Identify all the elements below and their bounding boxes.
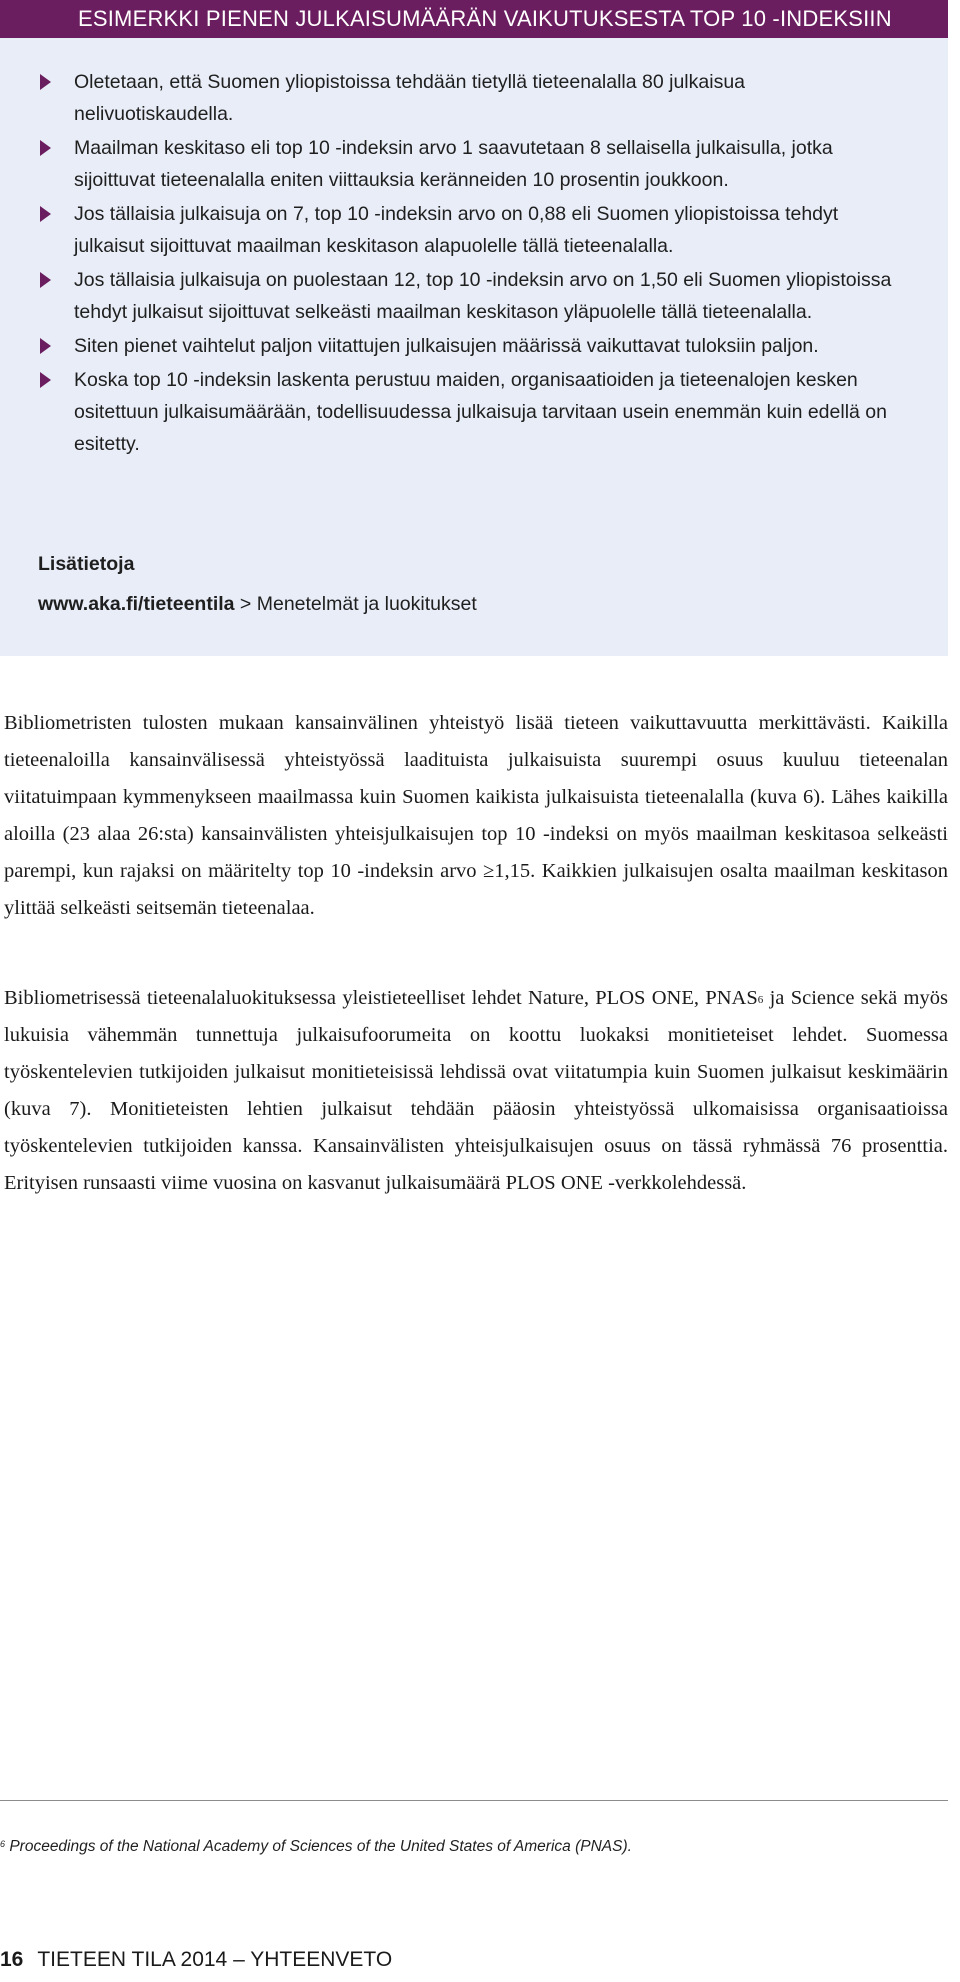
info-box-title: ESIMERKKI PIENEN JULKAISUMÄÄRÄN VAIKUTUKSESTA TOP 10 -INDEKSIIN (0, 0, 948, 38)
bullet-item (0, 198, 948, 262)
triangle-bullet-icon (40, 140, 51, 156)
bullet-text: Oletetaan, että Suomen yliopistoissa tehdään tietyllä tieteenalalla 80 julkaisua nelivuotiskaudella. (74, 71, 746, 125)
footnote-text: Proceedings of the National Academy of Sciences of the United States of America (PNAS). (5, 1838, 632, 1855)
bullet-text: Siten pienet vaihtelut paljon viitattujen julkaisujen määrissä vaikuttavat tuloksiin paljon. (74, 335, 819, 357)
bullet-text: Maailman keskitaso eli top 10 -indeksin arvo 1 saavutetaan 8 sellaisella julkaisulla, jotka sijoittuvat tieteenalalla eniten viittauksia keränneiden 10 prosentin joukkoon. (74, 137, 833, 191)
bullet-item (0, 364, 948, 460)
triangle-bullet-icon (40, 272, 51, 288)
bullet-list (0, 66, 948, 462)
body-paragraph-1: Bibliometristen tulosten mukaan kansainvälinen yhteistyö lisää tieteen vaikuttavuutta merkittävästi. Kaikilla tieteenaloilla kansainvälisessä yhteistyössä laadituista julkaisuista suurempi osuus kuuluu tieteenalan viitatuimpaan kymmenykseen maailmassa kuin Suomen kaikista julkaisuista tieteenalalla (kuva 6). Lähes kaikilla aloilla (23 alaa 26:sta) kansainvälisten yhteisjulkaisujen top 10 -indeksi on myös maailman keskitasoa selkeästi parempi, kun rajaksi on määritelty top 10 -indeksin arvo ≥1,15. Kaikkien julkaisujen osalta maailman keskitason ylittää selkeästi seitsemän tieteenalaa. (4, 712, 948, 919)
bullet-item (0, 66, 948, 130)
bullet-text: Jos tällaisia julkaisuja on puolestaan 12, top 10 -indeksin arvo on 1,50 eli Suomen yliopistoissa tehdyt julkaisut sijoittuvat selkeästi maailman keskitason yläpuolelle tällä tieteenalalla. (74, 269, 892, 323)
triangle-bullet-icon (40, 338, 51, 354)
info-box (0, 0, 948, 656)
bullet-item (0, 330, 948, 362)
triangle-bullet-icon (40, 206, 51, 222)
bullet-text: Koska top 10 -indeksin laskenta perustuu maiden, organisaatioiden ja tieteenalojen kesken ositettuun julkaisumäärään, todellisuudessa julkaisuja tarvitaan usein enemmän kuin edellä on esitetty. (74, 369, 887, 455)
publication-title: TIETEEN TILA 2014 – YHTEENVETO (37, 1948, 393, 1971)
page-footer (0, 1948, 392, 1972)
more-info-link-path: > Menetelmät ja luokitukset (234, 593, 477, 615)
triangle-bullet-icon (40, 372, 51, 388)
more-info-heading: Lisätietoja (38, 553, 135, 575)
bullet-item (0, 264, 948, 328)
page-number: 16 (0, 1948, 24, 1971)
bullet-item (0, 132, 948, 196)
more-info-link[interactable]: www.aka.fi/tieteentila (38, 593, 235, 615)
footnote-divider (0, 1800, 948, 1801)
footnote-ref[interactable]: 6 (757, 994, 764, 1006)
footnote (0, 1838, 632, 1856)
bullet-text: Jos tällaisia julkaisuja on 7, top 10 -indeksin arvo on 0,88 eli Suomen yliopistoissa tehdyt julkaisut sijoittuvat maailman keskitason alapuolelle tällä tieteenalalla. (74, 203, 839, 257)
body-paragraph-2 (4, 980, 948, 1202)
footnote-marker: 6 (0, 1839, 6, 1849)
triangle-bullet-icon (40, 74, 51, 90)
paragraph-2-rest: ja Science sekä myös lukuisia vähemmän tunnettuja julkaisufoorumeita on koottu luokaksi monitieteiset lehdet. Suomessa työskentelevien tutkijoiden julkaisut monitieteisissä lehdissä ovat viitatumpia kuin Suomen julkaisut keskimäärin (kuva 7). Monitieteisten lehtien julkaisut tehdään pääosin yhteistyössä ulkomaisissa organisaatioissa työskentelevien tutkijoiden kanssa. Kansainvälisten yhteisjulkaisujen osuus on tässä ryhmässä 76 prosenttia. Erityisen runsaasti viime vuosina on kasvanut julkaisumäärä PLOS ONE -verkkolehdessä. (4, 987, 948, 1194)
more-info-line (38, 593, 477, 616)
paragraph-2-start: Bibliometrisessä tieteenalaluokituksessa yleistieteelliset lehdet Nature, PLOS ONE, PNAS (4, 987, 758, 1009)
